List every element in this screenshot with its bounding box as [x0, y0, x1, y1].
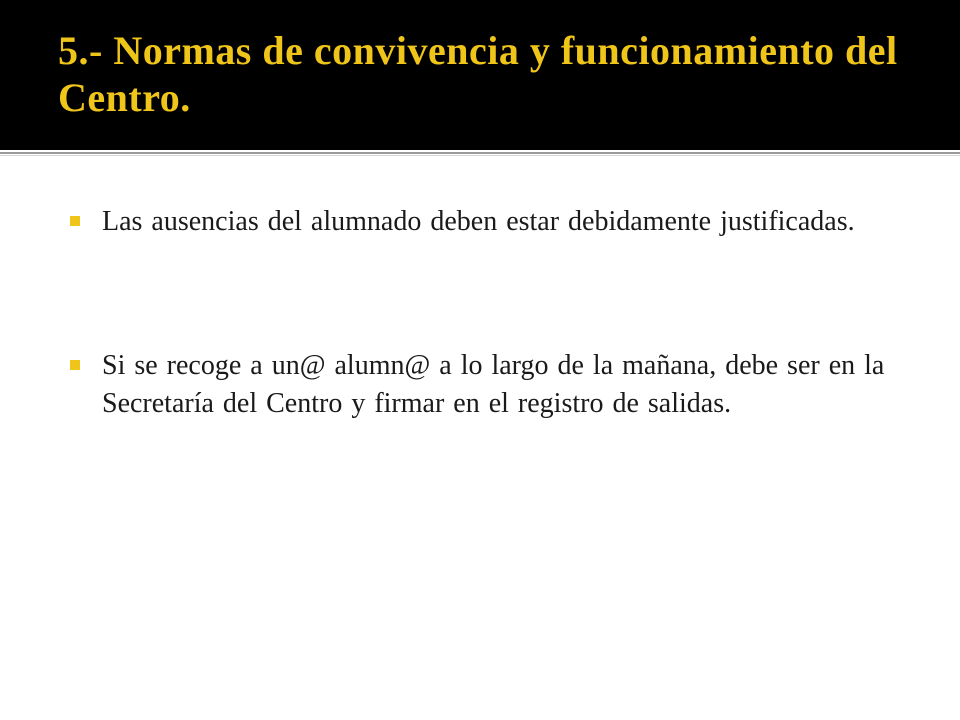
title-divider	[0, 152, 960, 154]
slide-title: 5.- Normas de convivencia y funcionamiento del Centro.	[58, 28, 898, 120]
bullet-item	[70, 203, 890, 241]
bullet-text: Las ausencias del alumnado deben estar debidamente justificadas.	[102, 206, 855, 237]
title-divider-thin	[0, 155, 960, 156]
bullet-list	[70, 203, 890, 423]
square-bullet-icon	[70, 216, 80, 226]
square-bullet-icon	[70, 360, 80, 370]
bullet-item	[70, 347, 890, 423]
bullet-text: Si se recoge a un@ alumn@ a lo largo de la mañana, debe ser en la Secretaría del Centro y firmar en el registro de salidas.	[102, 350, 885, 419]
title-bar	[0, 0, 960, 150]
